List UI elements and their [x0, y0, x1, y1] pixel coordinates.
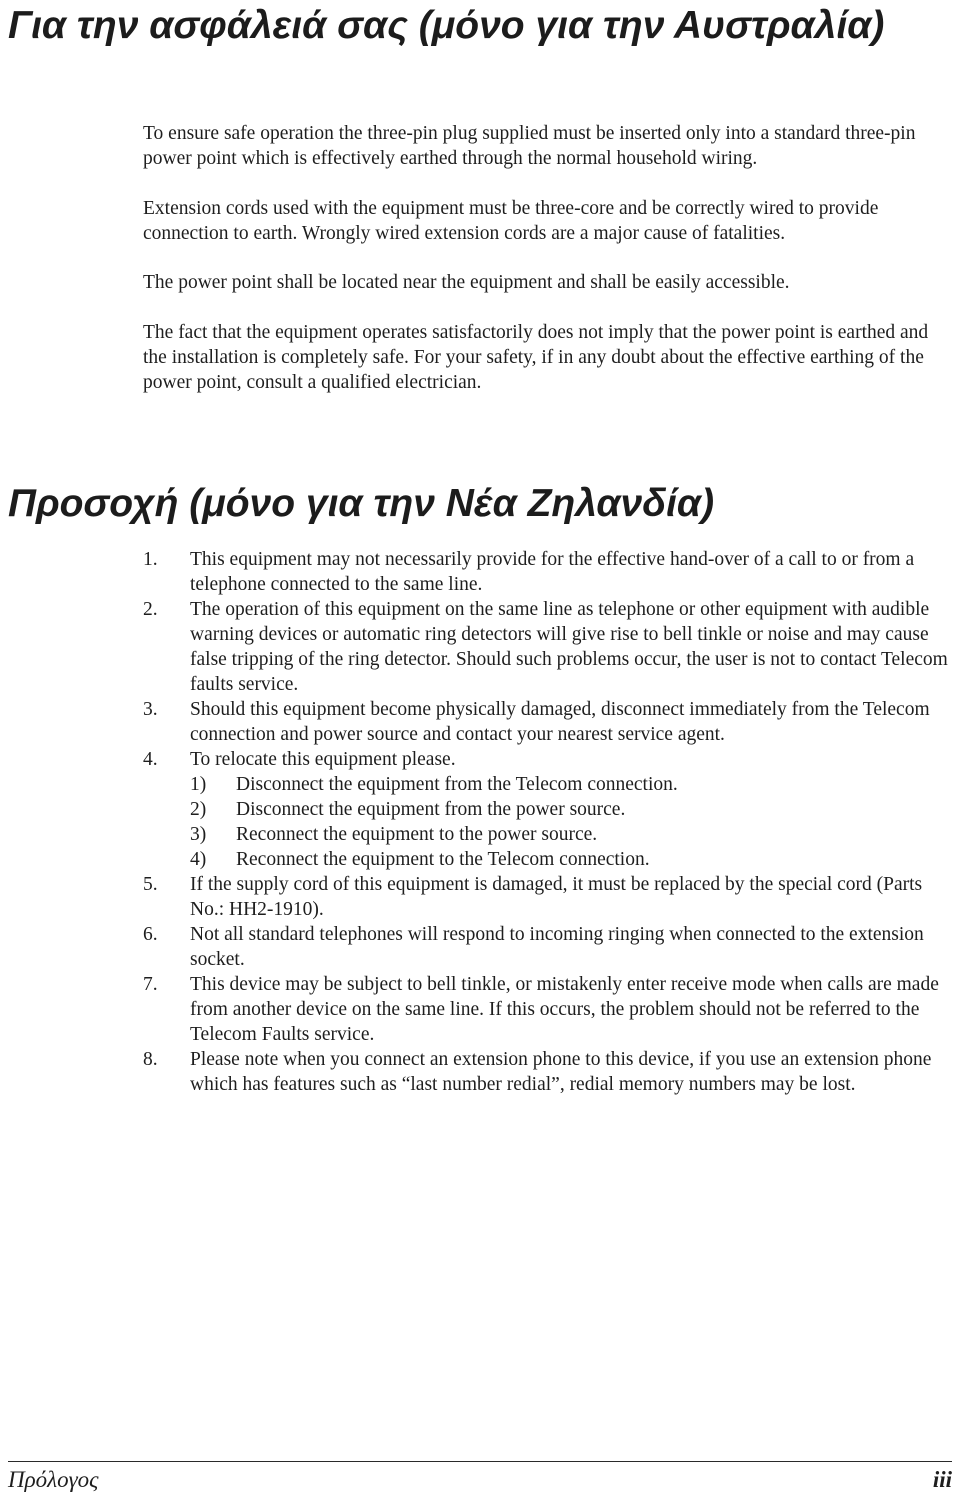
- paragraph-power-point-location: The power point shall be located near the equipment and shall be easily accessible.: [143, 272, 790, 293]
- sub-list-item: [190, 772, 955, 797]
- sub-list-item-text: Reconnect the equipment to the Telecom connection.: [236, 849, 650, 870]
- list-item-number: 3.: [143, 699, 158, 720]
- sub-list-item-text: Disconnect the equipment from the Telecom connection.: [236, 774, 678, 795]
- paragraph-extension-cords: Extension cords used with the equipment must be three-core and be correctly wired to provide connection to earth. Wrongly wired extension cords are a major cause of fatalities.: [143, 197, 879, 244]
- list-item-number: 2.: [143, 599, 158, 620]
- australia-safety-heading: Για την ασφάλειά σας (μόνο για την Αυστραλία): [8, 4, 885, 47]
- list-item-number: 1.: [143, 549, 158, 570]
- footer-section-title: Πρόλογος: [8, 1467, 99, 1492]
- list-item: [143, 697, 955, 747]
- list-item: [143, 597, 955, 697]
- sub-list-item-text: Reconnect the equipment to the power source.: [236, 824, 598, 845]
- sub-list-item: [190, 822, 955, 847]
- list-item-number: 5.: [143, 874, 158, 895]
- footer-divider: [8, 1461, 952, 1462]
- paragraph-plug: To ensure safe operation the three-pin plug supplied must be inserted only into a standard three-pin power point which is effectively earthed through the normal household wiring.: [143, 123, 916, 169]
- new-zealand-caution-heading: Προσοχή (μόνο για την Νέα Ζηλανδία): [8, 482, 715, 525]
- list-item-number: 6.: [143, 924, 158, 945]
- list-item: [143, 1047, 955, 1097]
- australia-safety-section: [143, 121, 955, 419]
- list-item-number: 4.: [143, 749, 158, 770]
- sub-list-item: [190, 797, 955, 822]
- list-item-text: Should this equipment become physically damaged, disconnect immediately from the Telecom connection and power source and contact your nearest service agent.: [190, 699, 930, 745]
- sub-list-item: [190, 847, 955, 872]
- list-item-text: If the supply cord of this equipment is damaged, it must be replaced by the special cord (Parts No.: HH2-1910).: [190, 874, 923, 920]
- list-item-text: Please note when you connect an extension phone to this device, if you use an extension phone which has features such as “last number redial”, redial memory numbers may be lost.: [190, 1049, 932, 1095]
- list-item: [143, 972, 955, 1047]
- list-item: [143, 747, 955, 872]
- list-item: [143, 872, 955, 922]
- list-item: [143, 922, 955, 972]
- list-item-text: This equipment may not necessarily provide for the effective hand-over of a call to or from a telephone connected to the same line.: [190, 549, 915, 595]
- sub-list-item-number: 3): [190, 824, 207, 845]
- paragraph-earthing: The fact that the equipment operates satisfactorily does not imply that the power point is earthed and the installation is completely safe. For your safety, if in any doubt about the effective earthing of the power point, consult a qualified electrician.: [143, 321, 929, 393]
- sub-list-item-number: 4): [190, 849, 207, 870]
- list-item-number: 7.: [143, 974, 158, 995]
- new-zealand-caution-list: [143, 547, 955, 1097]
- sub-list-item-text: Disconnect the equipment from the power source.: [236, 799, 626, 820]
- page-number: iii: [932, 1467, 952, 1492]
- sub-list-item-number: 1): [190, 774, 207, 795]
- list-item-text: To relocate this equipment please.: [190, 749, 456, 770]
- list-item-text: This device may be subject to bell tinkle, or mistakenly enter receive mode when calls are made from another device on the same line. If this occurs, the problem should not be referred to the Telecom Faults service.: [190, 974, 939, 1045]
- relocation-steps-list: [190, 772, 955, 872]
- sub-list-item-number: 2): [190, 799, 207, 820]
- list-item-text: The operation of this equipment on the same line as telephone or other equipment with audible warning devices or automatic ring detectors will give rise to bell tinkle or noise and may cause false tripping of the ring detector. Should such problems occur, the user is not to contact Telecom faults service.: [190, 599, 948, 695]
- list-item-number: 8.: [143, 1049, 158, 1070]
- list-item: [143, 547, 955, 597]
- list-item-text: Not all standard telephones will respond to incoming ringing when connected to the extension socket.: [190, 924, 924, 970]
